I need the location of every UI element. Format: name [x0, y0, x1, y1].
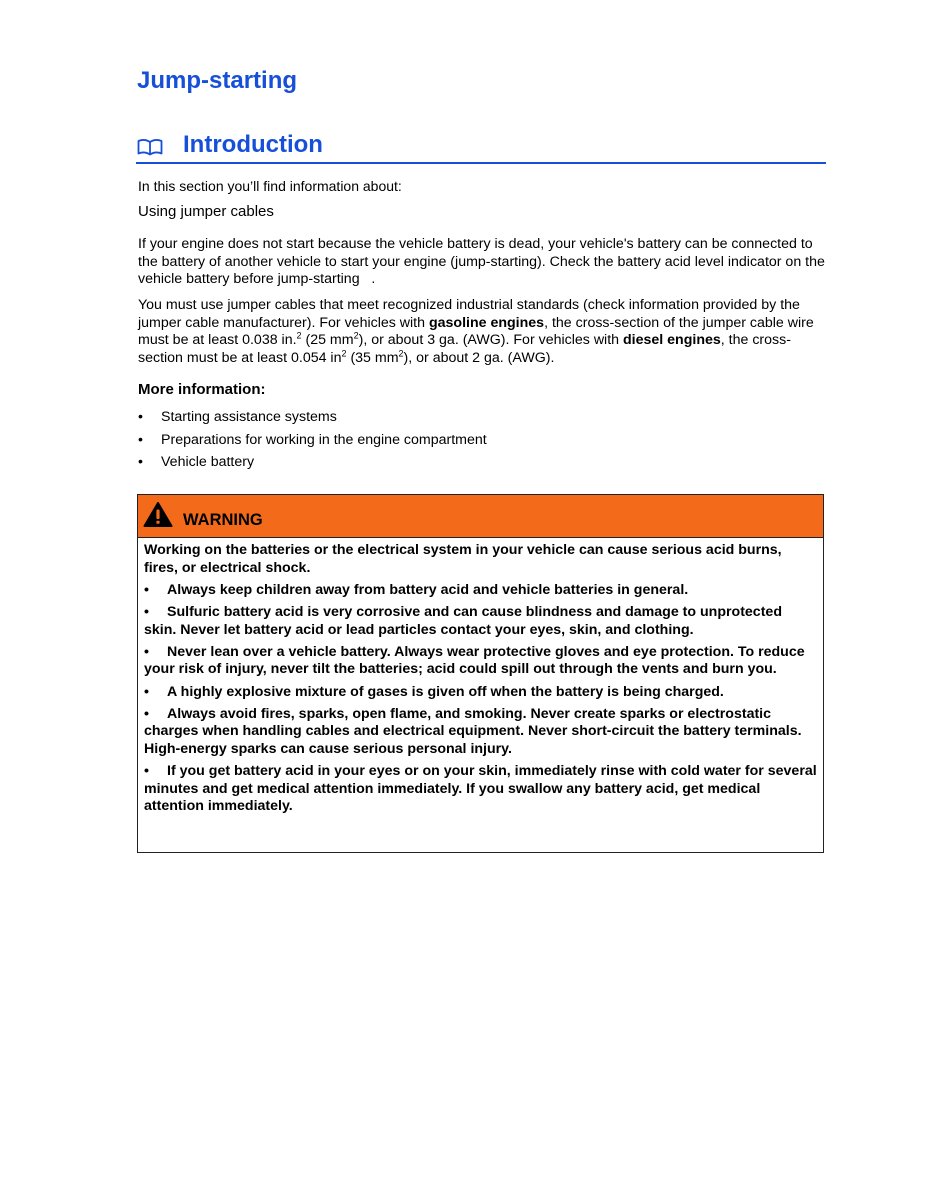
warning-item [144, 644, 817, 679]
more-info-list [138, 408, 487, 476]
text-fragment: , the cross-section of the jumper cable wire must be at least 0.038 in. [138, 314, 814, 349]
text-fragment: (25 mm [301, 332, 354, 349]
list-item-label: Preparations for working in the engine compartment [161, 431, 487, 448]
bullet: • [144, 705, 149, 722]
list-item-label: Starting assistance systems [161, 409, 337, 425]
bullet: • [144, 763, 149, 780]
warning-box [137, 494, 824, 853]
bullet: • [138, 454, 143, 470]
warning-item-text: Always avoid fires, sparks, open flame, and smoking. Never create sparks or electrostatic charges when handling cables and electrical equipment. Never short-circuit the battery terminals. High-energy sparks can cause serious personal injury. [144, 705, 802, 757]
text-fragment: (35 mm [346, 349, 399, 366]
warning-item-text: Never lean over a vehicle battery. Always wear protective gloves and eye protection. To reduce your risk of injury, never tilt the batteries; acid could spill out through the vents and burn you. [144, 643, 805, 678]
warning-item-text: Always keep children away from battery acid and vehicle batteries in general. [167, 581, 689, 598]
chapter-title: Jump-starting [137, 67, 298, 94]
text-fragment: ), or about 2 ga. (AWG). [403, 349, 555, 366]
warning-item [144, 582, 817, 600]
list-item-engine-compartment[interactable] [138, 431, 487, 454]
warning-item [144, 706, 817, 759]
text-fragment: , the cross-section must be at least 0.054 in [138, 332, 791, 366]
bullet: • [144, 603, 149, 620]
section-title: Introduction [183, 131, 323, 158]
superscript: 2 [296, 330, 302, 341]
warning-body [138, 538, 823, 816]
bold-gasoline-engines: gasoline engines [428, 314, 545, 331]
warning-label: WARNING [183, 511, 263, 529]
warning-intro: Working on the batteries or the electrical system in your vehicle can cause serious acid burns, fires, or electrical shock. [144, 542, 782, 576]
bullet: • [144, 683, 149, 700]
paragraph-dead-battery: If your engine does not start because the vehicle battery is dead, your vehicle's battery can be connected to the battery of another vehicle to start your engine (jump-starting). Check the battery acid level indicator on the vehicle battery before jump-starting . [138, 236, 825, 288]
bullet: • [138, 409, 143, 425]
warning-item [144, 763, 817, 816]
topic-link-using-jumper-cables[interactable]: Using jumper cables [138, 203, 274, 220]
open-book-icon [137, 138, 163, 156]
list-item-vehicle-battery[interactable] [138, 453, 487, 476]
bullet: • [144, 581, 149, 598]
warning-triangle-icon [143, 501, 173, 528]
section-header [136, 128, 826, 164]
warning-item-text: A highly explosive mixture of gases is given off when the battery is being charged. [167, 683, 724, 700]
warning-item-text: If you get battery acid in your eyes or on your skin, immediately rinse with cold water for several minutes and get medical attention immediately. If you swallow any battery acid, get medical attention immediately. [144, 763, 817, 815]
superscript: 2 [398, 348, 404, 359]
warning-header [138, 495, 823, 538]
warning-item [144, 604, 817, 639]
warning-item-text: Sulfuric battery acid is very corrosive and can cause blindness and damage to unprotected skin. Never let battery acid or lead particles contact your eyes, skin, and clothing. [144, 603, 782, 638]
warning-item [144, 684, 817, 702]
text-fragment: ), or about 3 ga. (AWG). For vehicles with [358, 332, 623, 349]
superscript: 2 [341, 348, 347, 359]
bold-diesel-engines: diesel engines [623, 332, 721, 349]
more-info-heading: More information: [138, 381, 266, 398]
intro-line: In this section you’ll find information about: [138, 178, 402, 194]
list-item-label: Vehicle battery [161, 454, 255, 470]
superscript: 2 [353, 330, 359, 341]
text-fragment: You must use jumper cables that meet recognized industrial standards (check information provided by the jumper cable manufacturer). For vehicles with [138, 297, 800, 331]
list-item-starting-assistance[interactable] [138, 408, 487, 431]
bullet: • [144, 643, 149, 660]
paragraph-jumper-cable-specs [138, 297, 828, 367]
bullet: • [138, 431, 143, 448]
